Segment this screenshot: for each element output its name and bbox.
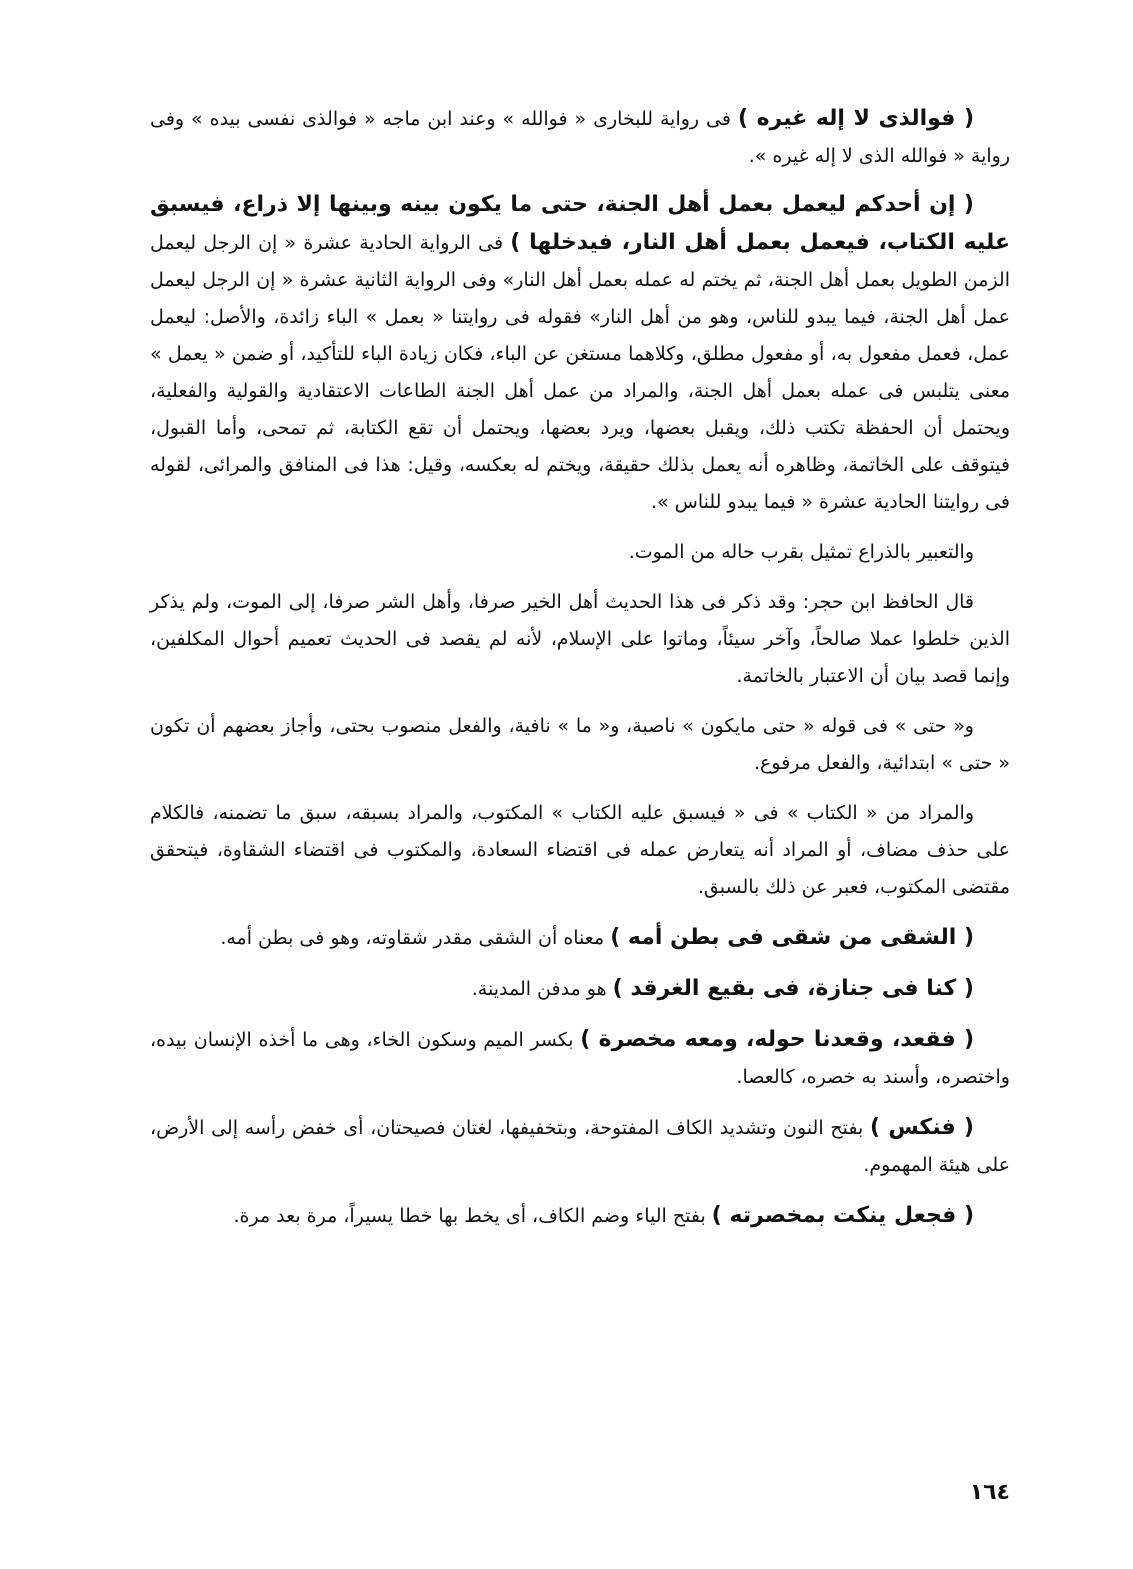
hadith-phrase: ( إن أحدكم ليعمل بعمل أهل الجنة، حتى ما يكون بينه وبينها إلا ذراع، فيسبق عليه الكتاب، فيعمل بعمل أهل النار، فيدخلها ) bbox=[150, 192, 1010, 255]
commentary-text: فى رواية للبخارى « فوالله » وعند ابن ماجه « فوالذى نفسى بيده » وفى رواية « فوالله الذى لا إله غيره ». bbox=[150, 108, 1010, 167]
commentary-text: فى الرواية الحادية عشرة « إن الرجل ليعمل الزمن الطويل بعمل أهل الجنة، ثم يختم له عمله بعمل أهل النار» وفى الرواية الثانية عشرة « إن الرجل ليعمل عمل أهل الجنة، فيما يبدو للناس، وهو من أهل النار» فقوله فى روايتنا « بعمل » الباء زائدة، والأصل: ليعمل عمل، فعمل مفعول به، أو مفعول مطلق، وكلاهما مستغن عن الباء، فكان زيادة الباء للتأكيد، أو ضمن « يعمل » معنى يتلبس فى عمله بعمل أهل الجنة، والمراد من عمل أهل الجنة الطاعات الاعتقادية والقولية والفعلية، ويحتمل أن الحفظة تكتب ذلك، ويقبل بعضها، ويرد بعضها، ويحتمل أن تقع الكتابة، ثم تمحى، وأما القبول، فيتوقف على الخاتمة، وظاهره أنه يعمل بذلك حقيقة، ويختم له بعكسه، وقيل: هذا فى المنافق والمرائى، لقوله فى روايتنا الحادية عشرة « فيما يبدو للناس ». bbox=[150, 232, 1010, 513]
commentary-text: بكسر الميم وسكون الخاء، وهى ما أخذه الإنسان بيده، واختصره، وأسند به خصره، كالعصا. bbox=[150, 1029, 1010, 1088]
paragraph-2 bbox=[150, 186, 1010, 521]
paragraph-7 bbox=[150, 919, 1010, 957]
commentary-text: والمراد من « الكتاب » فى « فيسبق عليه الكتاب » المكتوب، والمراد بسبقه، سبق ما تضمنه، فالكلام على حذف مضاف، أو المراد أنه يتعارض عمله فى اقتضاء السعادة، والمكتوب فى اقتضاء الشقاوة، فيتحقق مقتضى المكتوب، فعبر عن ذلك بالسبق. bbox=[150, 802, 1010, 898]
commentary-text: معناه أن الشقى مقدر شقاوته، وهو فى بطن أمه. bbox=[220, 927, 611, 949]
hadith-phrase: ( الشقى من شقى فى بطن أمه ) bbox=[610, 925, 974, 950]
paragraph-6 bbox=[150, 795, 1010, 906]
page-number: ١٦٤ bbox=[969, 1480, 1010, 1505]
hadith-phrase: ( فقعد، وقعدنا حوله، ومعه مخصرة ) bbox=[580, 1027, 974, 1052]
commentary-text: هو مدفن المدينة. bbox=[471, 978, 613, 1000]
commentary-text: و« حتى » فى قوله « حتى مايكون » ناصبة، و« ما » نافية، والفعل منصوب بحتى، وأجاز بعضهم أن تكون « حتى » ابتدائية، والفعل مرفوع. bbox=[150, 715, 1010, 774]
paragraph-8 bbox=[150, 970, 1010, 1008]
commentary-text: قال الحافظ ابن حجر: وقد ذكر فى هذا الحديث أهل الخير صرفا، وأهل الشر صرفا، إلى الموت، ولم يذكر الذين خلطوا عملا صالحاً، وآخر سيئاً، وماتوا على الإسلام، لأنه لم يقصد فى الحديث تعميم أحوال المكلفين، وإنما قصد بيان أن الاعتبار بالخاتمة. bbox=[150, 591, 1010, 687]
paragraph-1 bbox=[150, 100, 1010, 175]
paragraph-9 bbox=[150, 1021, 1010, 1096]
hadith-phrase: ( فوالذى لا إله غيره ) bbox=[737, 106, 975, 131]
hadith-phrase: ( كنا فى جنازة، فى بقيع الغرقد ) bbox=[612, 976, 974, 1001]
paragraph-10 bbox=[150, 1109, 1010, 1184]
page-body bbox=[150, 100, 1010, 1248]
commentary-text: والتعبير بالذراع تمثيل بقرب حاله من الموت. bbox=[628, 541, 974, 563]
hadith-phrase: ( فنكس ) bbox=[869, 1115, 974, 1140]
commentary-text: بفتح النون وتشديد الكاف المفتوحة، وبتخفيفها، لغتان فصيحتان، أى خفض رأسه إلى الأرض، على هيئة المهموم. bbox=[150, 1117, 1010, 1176]
paragraph-4 bbox=[150, 584, 1010, 695]
hadith-phrase: ( فجعل ينكت بمخصرته ) bbox=[711, 1203, 974, 1228]
paragraph-11 bbox=[150, 1197, 1010, 1235]
commentary-text: بفتح الياء وضم الكاف، أى يخط بها خطا يسيراً، مرة بعد مرة. bbox=[233, 1205, 712, 1227]
paragraph-5 bbox=[150, 708, 1010, 782]
paragraph-3 bbox=[150, 534, 1010, 571]
